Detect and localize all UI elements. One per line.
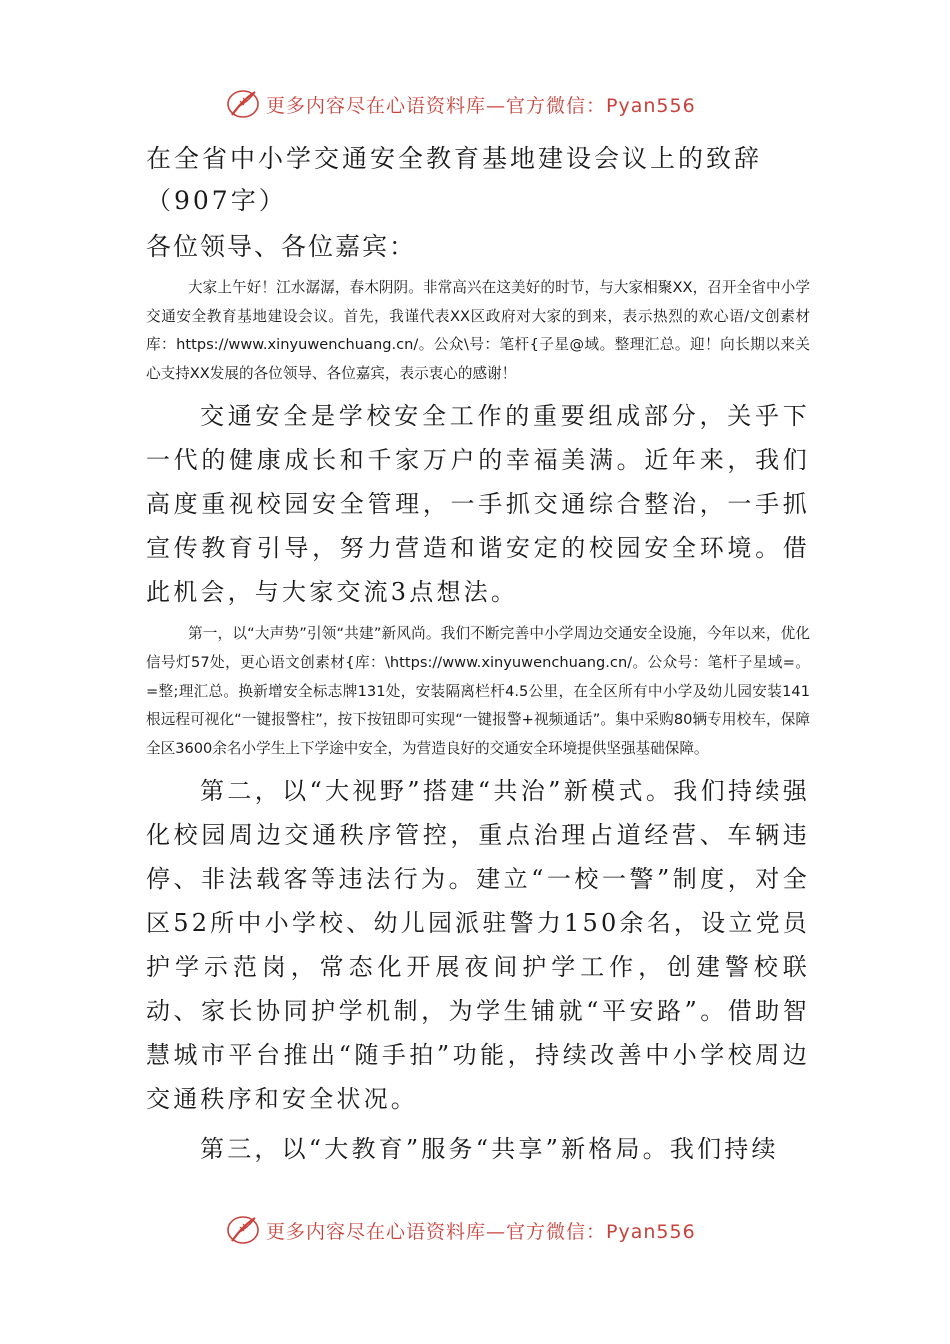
footer-banner: [226, 1210, 696, 1250]
paragraph-third-point: 第三，以“大教育”服务“共享”新格局。我们持续: [200, 1135, 779, 1164]
quill-pen-logo-icon: [226, 1213, 260, 1247]
paragraph-greeting: 大家上午好！江水潺潺，春木阴阴。非常高兴在这美好的时节，与大家相聚XX，召开全省中小学交通安全教育基地建设会议。首先，我谨代表XX区政府对大家的到来，表示热烈的欢心语/文创素材库：https://www.xinyuwenchuang.cn/。公众\号：笔杆{子星@域。整理汇总。迎！向长期以来关心支持XX发展的各位领导、各位嘉宾，表示衷心的感谢！: [146, 279, 810, 382]
document-body: [146, 138, 810, 1171]
paragraph-first-point: 第一，以“大声势”引领“共建”新风尚。我们不断完善中小学周边交通安全设施，今年以来，优化信号灯57处，更心语文创素材{库：\https://www.xinyuwenchuang.cn/。公众号：笔杆子星域=。=整;理汇总。换新增安全标志牌131处，安装隔离栏杆4.5公里，在全区所有中小学及幼儿园安装141根远程可视化“一键报警柱”，按下按钮即可实现“一键报警+视频通话”。集中采购80辆专用校车，保障全区3600余名小学生上下学途中安全，为营造良好的交通安全环境提供坚强基础保障。: [146, 625, 810, 757]
document-title: 在全省中小学交通安全教育基地建设会议上的致辞（907字）: [146, 144, 763, 215]
paragraph-second-point: 第二，以“大视野”搭建“共治”新模式。我们持续强化校园周边交通秩序管控，重点治理占道经营、车辆违停、非法载客等违法行为。建立“一校一警”制度，对全区52所中小学校、幼儿园派驻警力150余名，设立党员护学示范岗，常态化开展夜间护学工作，创建警校联动、家长协同护学机制，为学生铺就“平安路”。借助智慧城市平台推出“随手拍”功能，持续改善中小学校周边交通秩序和安全状况。: [146, 777, 810, 1114]
header-wechat-id: Pyan556: [606, 94, 696, 117]
header-banner-text: 更多内容尽在心语资料库—官方微信：Pyan556: [266, 94, 696, 117]
header-banner: [226, 84, 696, 124]
footer-banner-text: 更多内容尽在心语资料库—官方微信：Pyan556: [266, 1220, 696, 1243]
salutation: 各位领导、各位嘉宾：: [146, 232, 417, 261]
quill-pen-logo-icon: [226, 87, 260, 121]
footer-wechat-id: Pyan556: [606, 1220, 696, 1243]
paragraph-intro: 交通安全是学校安全工作的重要组成部分，关乎下一代的健康成长和千家万户的幸福美满。近年来，我们高度重视校园安全管理，一手抓交通综合整治，一手抓宣传教育引导，努力营造和谐安定的校园安全环境。借此机会，与大家交流3点想法。: [146, 402, 810, 607]
